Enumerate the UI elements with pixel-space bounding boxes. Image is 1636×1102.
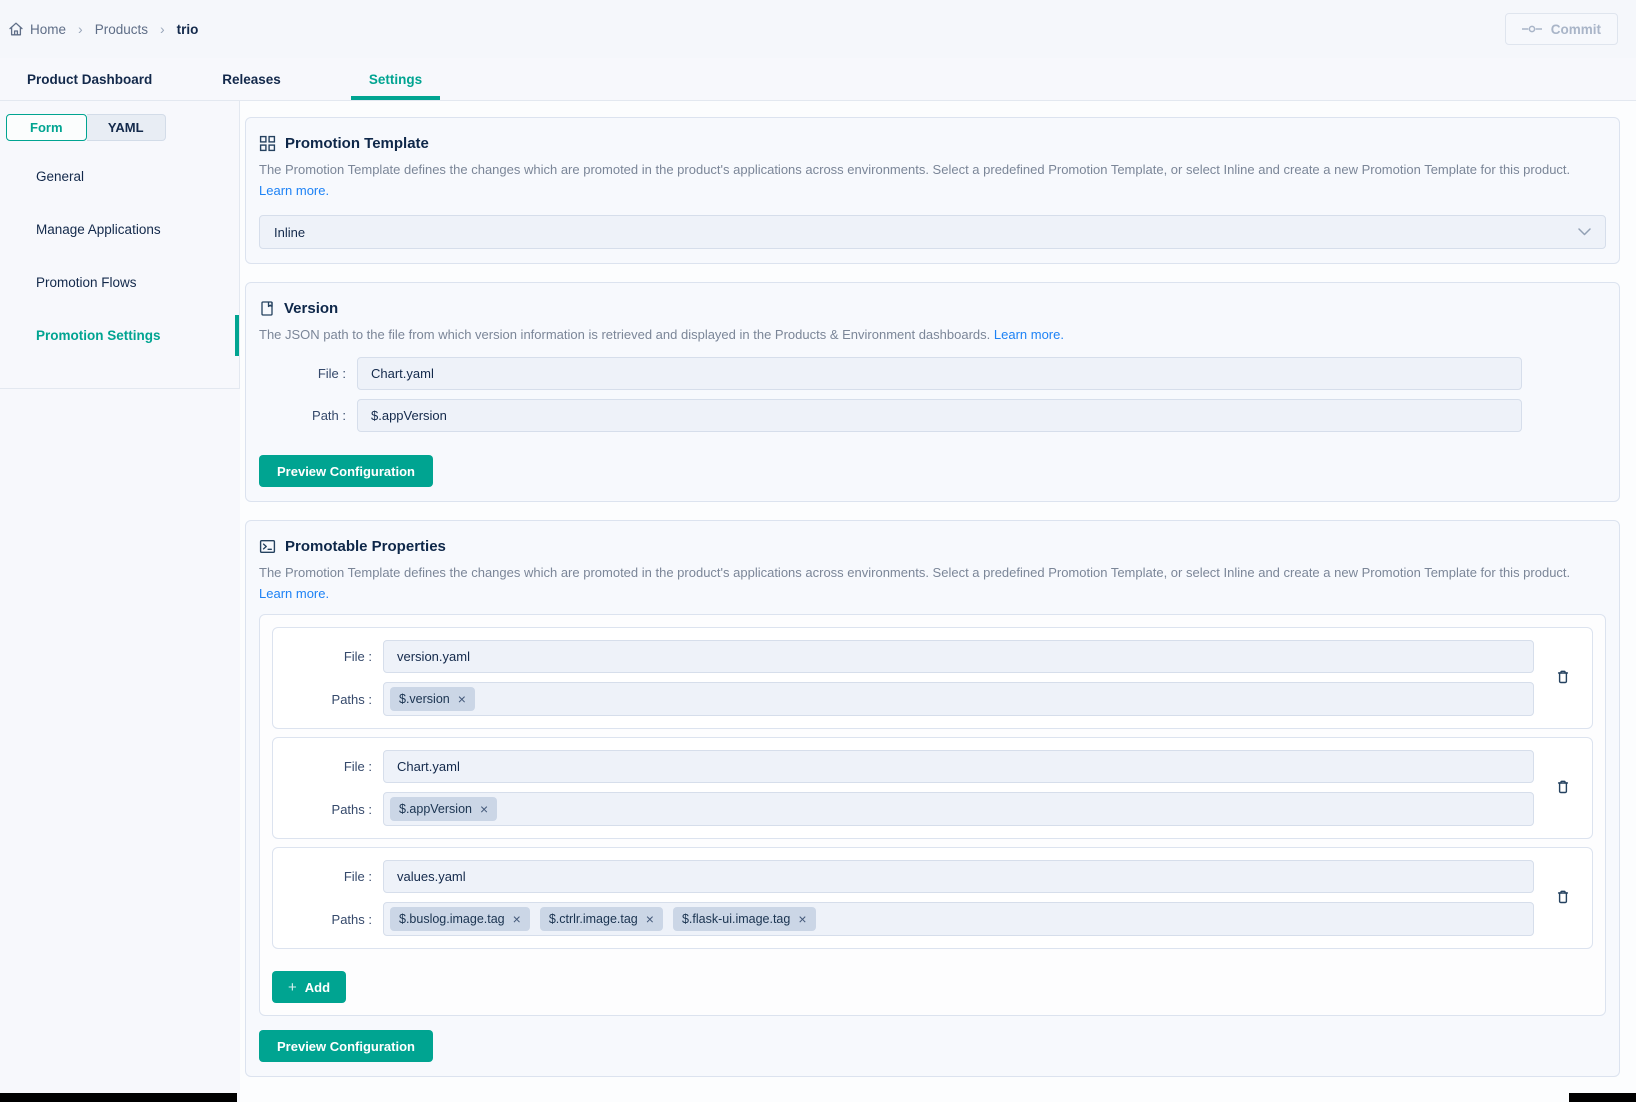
file-label: File : — [343, 649, 372, 664]
property-row — [272, 737, 1593, 839]
path-chip — [390, 907, 530, 931]
promotable-properties-card — [245, 520, 1620, 1077]
property-row-actions — [1534, 884, 1592, 913]
path-chip — [540, 907, 663, 931]
commit-label: Commit — [1550, 21, 1601, 37]
sidebar-item-general[interactable]: General — [36, 169, 85, 184]
promotion-template-icon — [259, 135, 276, 152]
select-value: Inline — [274, 224, 306, 240]
trash-icon — [1554, 888, 1572, 909]
description-text: The JSON path to the file from which version information is retrieved and displayed in the Products & Environment dashboards. — [259, 327, 991, 342]
sidebar-item-manage-applications[interactable]: Manage Applications — [36, 222, 161, 237]
file-label: File : — [343, 869, 372, 884]
remove-path-icon[interactable]: × — [798, 911, 807, 927]
add-label: Add — [304, 979, 331, 995]
path-chip — [390, 687, 475, 711]
paths-row — [273, 792, 1534, 826]
plus-icon: + — [288, 978, 297, 996]
version-card — [245, 282, 1620, 502]
toggle-form[interactable]: Form — [6, 114, 87, 141]
property-row-fields — [273, 750, 1534, 826]
delete-property-button[interactable] — [1550, 774, 1576, 803]
preview-configuration-button[interactable]: Preview Configuration — [259, 1030, 433, 1062]
settings-sidebar — [0, 101, 240, 1102]
property-row — [272, 627, 1593, 729]
remove-path-icon[interactable]: × — [512, 911, 521, 927]
delete-property-button[interactable] — [1550, 884, 1576, 913]
paths-row — [273, 682, 1534, 716]
property-file-input[interactable] — [383, 750, 1534, 783]
bottom-black-bar-left — [0, 1093, 237, 1102]
section-description — [259, 324, 1606, 345]
add-property-button[interactable] — [272, 971, 346, 1003]
breadcrumb-separator: › — [78, 21, 83, 37]
paths-field[interactable] — [383, 792, 1534, 826]
breadcrumb-home[interactable]: Home — [30, 21, 67, 37]
learn-more-link[interactable]: Learn more. — [259, 586, 330, 601]
breadcrumb-products[interactable]: Products — [94, 21, 148, 37]
breadcrumb — [8, 21, 198, 37]
trash-icon — [1554, 778, 1572, 799]
path-chip — [673, 907, 816, 931]
remove-path-icon[interactable]: × — [479, 801, 489, 817]
tab-product-dashboard[interactable]: Product Dashboard — [27, 71, 153, 87]
file-row — [273, 640, 1534, 673]
chevron-down-icon — [1578, 228, 1591, 236]
promotion-template-card — [245, 117, 1620, 264]
card-header — [259, 535, 1606, 557]
trash-icon — [1554, 668, 1572, 689]
description-text: The Promotion Template defines the changes which are promoted in the product's applications across environments. Select a predefined Promotion Template, or select Inline and create a new Promotion Template for this product. — [259, 162, 1571, 177]
section-description — [259, 562, 1606, 604]
tab-settings[interactable]: Settings — [351, 58, 440, 100]
top-bar — [0, 0, 1636, 58]
property-file-input[interactable] — [383, 860, 1534, 893]
toggle-yaml[interactable]: YAML — [87, 114, 167, 141]
paths-label: Paths : — [331, 691, 372, 707]
sidebar-item-promotion-flows[interactable]: Promotion Flows — [36, 275, 137, 290]
file-row — [259, 357, 1606, 390]
paths-label: Paths : — [331, 801, 372, 817]
path-chip — [390, 797, 497, 821]
breadcrumb-current: trio — [176, 21, 199, 37]
promotable-properties-icon — [259, 538, 276, 555]
content-area — [0, 101, 1636, 1102]
property-row — [272, 847, 1593, 949]
section-title: Promotable Properties — [285, 537, 446, 555]
path-chip-label: $.buslog.image.tag — [399, 912, 505, 926]
form-yaml-toggle — [6, 114, 166, 141]
paths-field[interactable] — [383, 682, 1534, 716]
path-row — [259, 399, 1606, 432]
paths-row — [273, 902, 1534, 936]
promotable-rows — [259, 614, 1606, 1016]
breadcrumb-separator: › — [159, 21, 165, 37]
remove-path-icon[interactable]: × — [645, 911, 654, 927]
settings-main — [240, 101, 1636, 1102]
learn-more-link[interactable]: Learn more. — [259, 183, 330, 198]
file-row — [273, 750, 1534, 783]
version-form — [259, 357, 1606, 432]
tab-releases[interactable]: Releases — [222, 71, 281, 87]
file-row — [273, 860, 1534, 893]
paths-field[interactable] — [383, 902, 1534, 936]
tab-bar — [0, 58, 1636, 101]
version-file-input[interactable] — [357, 357, 1522, 390]
path-chip-label: $.appVersion — [399, 802, 472, 816]
path-chip-label: $.ctrlr.image.tag — [548, 912, 638, 926]
section-title: Version — [284, 299, 339, 317]
version-path-input[interactable] — [357, 399, 1522, 432]
git-commit-icon — [1522, 24, 1542, 34]
property-row-fields — [273, 640, 1534, 716]
path-chip-label: $.flask-ui.image.tag — [681, 912, 791, 926]
property-row-actions — [1534, 774, 1592, 803]
sidebar-horizontal-divider — [0, 388, 240, 389]
version-file-icon — [259, 300, 275, 317]
sidebar-nav — [0, 150, 240, 362]
commit-button[interactable] — [1505, 13, 1618, 45]
file-label: File : — [343, 759, 372, 774]
path-chip-label: $.version — [399, 692, 450, 706]
description-text: The Promotion Template defines the changes which are promoted in the product's applications across environments. Select a predefined Promotion Template, or select Inline and create a new Promotion Template for this product. — [259, 565, 1571, 580]
sidebar-item-promotion-settings[interactable]: Promotion Settings — [0, 309, 240, 362]
property-row-actions — [1534, 664, 1592, 693]
property-row-fields — [273, 860, 1534, 936]
card-header — [259, 297, 1606, 319]
learn-more-link[interactable]: Learn more. — [993, 327, 1064, 342]
file-label: File : — [317, 366, 346, 381]
promotion-template-select[interactable] — [259, 215, 1606, 249]
card-header — [259, 132, 1606, 154]
bottom-black-bar-right — [1569, 1093, 1636, 1102]
preview-configuration-button[interactable]: Preview Configuration — [259, 455, 433, 487]
property-file-input[interactable] — [383, 640, 1534, 673]
home-icon[interactable] — [8, 21, 24, 37]
remove-path-icon[interactable]: × — [457, 691, 466, 707]
section-title: Promotion Template — [285, 134, 429, 152]
path-label: Path : — [312, 408, 346, 423]
section-description — [259, 159, 1606, 201]
paths-label: Paths : — [331, 911, 372, 927]
sidebar-vertical-divider — [239, 101, 240, 388]
delete-property-button[interactable] — [1550, 664, 1576, 693]
